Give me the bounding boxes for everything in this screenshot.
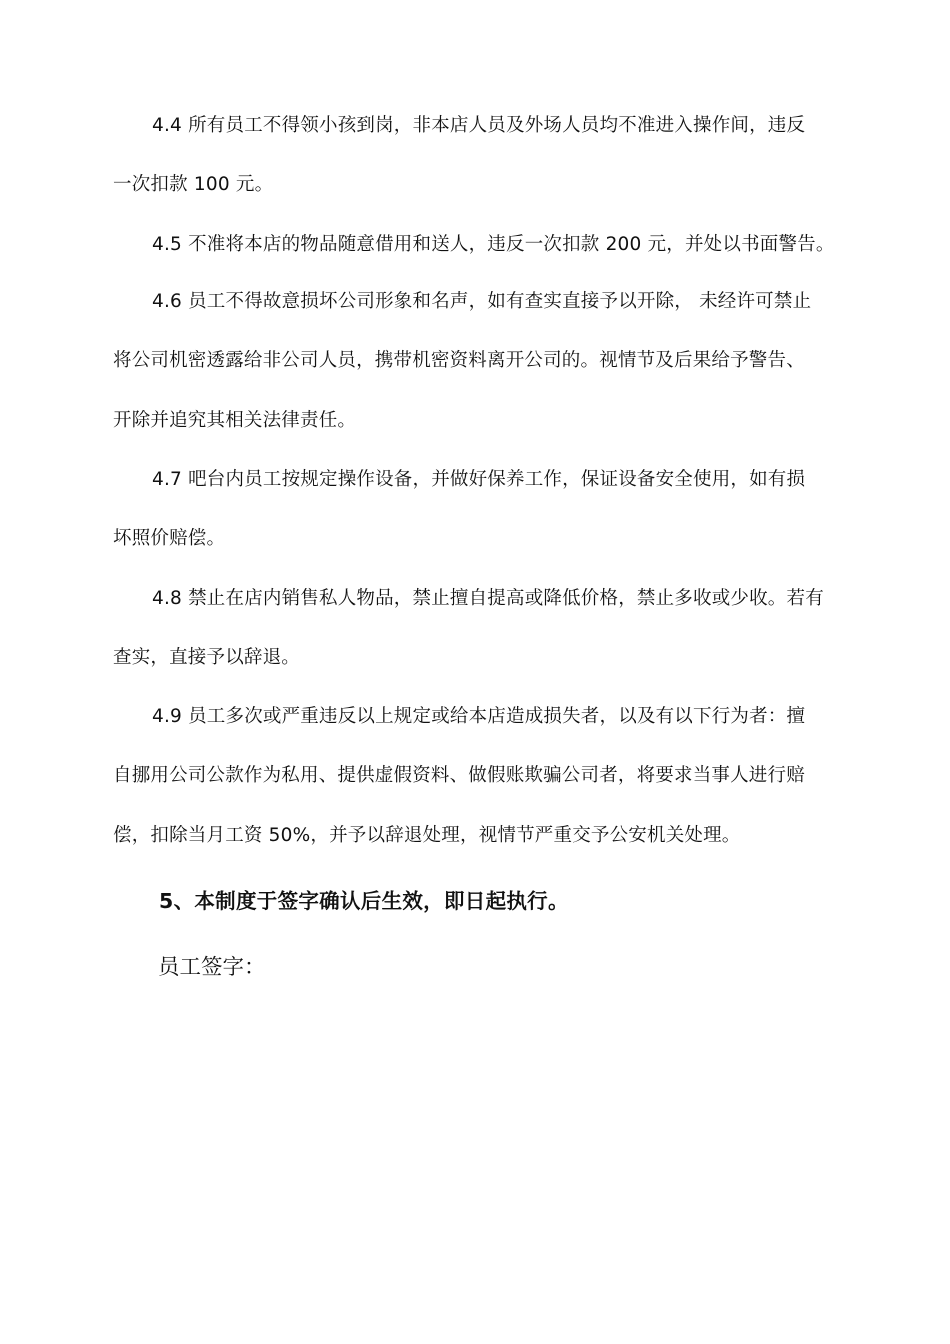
- effective-heading: 5、本制度于签字确认后生效，即日起执行。: [159, 889, 569, 913]
- clause-line: 4.7 吧台内员工按规定操作设备，并做好保养工作，保证设备安全使用，如有损: [152, 469, 806, 490]
- clause-line: 查实，直接予以辞退。: [113, 647, 301, 669]
- clause-4-9: [113, 707, 848, 885]
- employee-signature-label: 员工签字：: [158, 955, 266, 980]
- clause-line: 一次扣款 100 元。: [113, 174, 274, 196]
- clause-line: 4.6 员工不得故意损坏公司形象和名声，如有查实直接予以开除， 未经许可禁止: [152, 291, 812, 312]
- clause-4-5: [113, 235, 848, 294]
- clause-line: 4.8 禁止在店内销售私人物品，禁止擅自提高或降低价格，禁止多收或少收。若有: [152, 588, 824, 609]
- clause-line: 4.5 不准将本店的物品随意借用和送人，违反一次扣款 200 元，并处以书面警告。: [152, 233, 835, 255]
- clause-line: 偿，扣除当月工资 50%，并予以辞退处理，视情节严重交予公安机关处理。: [113, 824, 741, 846]
- clause-4-7: [113, 470, 848, 589]
- clause-line: 4.4 所有员工不得领小孩到岗，非本店人员及外场人员均不准进入操作间，违反: [152, 115, 806, 136]
- clause-line: 自挪用公司公款作为私用、提供虚假资料、做假账欺骗公司者，将要求当事人进行赔: [113, 765, 805, 787]
- clause-line: 开除并追究其相关法律责任。: [113, 409, 357, 431]
- clause-line: 坏照价赔偿。: [113, 528, 226, 550]
- clause-line: 将公司机密透露给非公司人员，携带机密资料离开公司的。视情节及后果给予警告、: [113, 350, 805, 372]
- clause-4-4: [113, 116, 848, 235]
- clause-4-8: [113, 589, 848, 708]
- clause-line: 4.9 员工多次或严重违反以上规定或给本店造成损失者，以及有以下行为者：擅: [152, 706, 806, 727]
- clause-4-6: [113, 292, 848, 470]
